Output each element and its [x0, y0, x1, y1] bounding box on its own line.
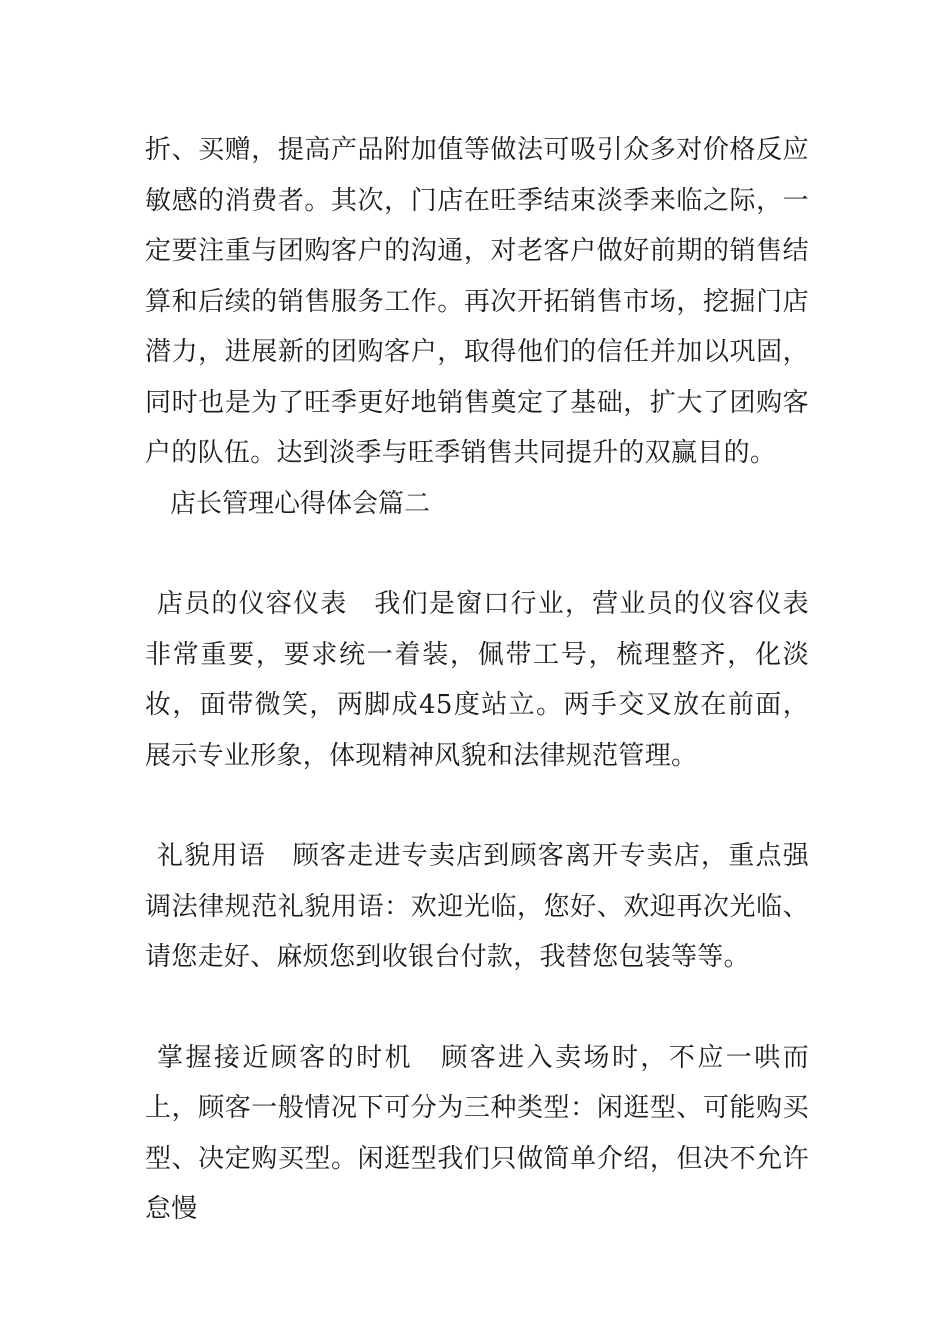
approach-timing-body: 顾客进入卖场时，不应一哄而上，顾客一般情况下可分为三种类型：闲逛型、可能购买型、决定购买型。闲逛型我们只做简单介绍，但决不允许怠慢 [145, 1042, 809, 1224]
approach-timing-title: 掌握接近顾客的时机 [157, 1042, 414, 1073]
appearance-body: 我们是窗口行业，营业员的仪容仪表非常重要，要求统一着装，佩带工号，梳理整齐，化淡妆，面带微笑，两脚成45度站立。两手交叉放在前面，展示专业形象，体现精神风貌和法律规范管理。 [145, 589, 809, 771]
document-page [145, 125, 809, 1235]
paragraph-approach-timing [145, 1033, 809, 1235]
paragraph-appearance [145, 579, 809, 781]
paragraph-polite-language [145, 831, 809, 983]
appearance-title: 店员的仪容仪表 [157, 589, 348, 619]
polite-language-title: 礼貌用语 [157, 841, 266, 871]
paragraph-intro: 折、买赠，提高产品附加值等做法可吸引众多对价格反应敏感的消费者。其次，门店在旺季结束淡季来临之际，一定要注重与团购客户的沟通，对老客户做好前期的销售结算和后续的销售服务工作。再次开拓销售市场，挖掘门店潜力，进展新的团购客户，取得他们的信任并加以巩固，同时也是为了旺季更好地销售奠定了基础，扩大了团购客户的队伍。达到淡季与旺季销售共同提升的双赢目的。 [145, 135, 809, 468]
polite-language-body: 顾客走进专卖店到顾客离开专卖店，重点强调法律规范礼貌用语：欢迎光临，您好、欢迎再次光临、请您走好、麻烦您到收银台付款，我替您包装等等。 [145, 841, 810, 972]
section-heading: 店长管理心得体会篇二 [170, 488, 431, 519]
